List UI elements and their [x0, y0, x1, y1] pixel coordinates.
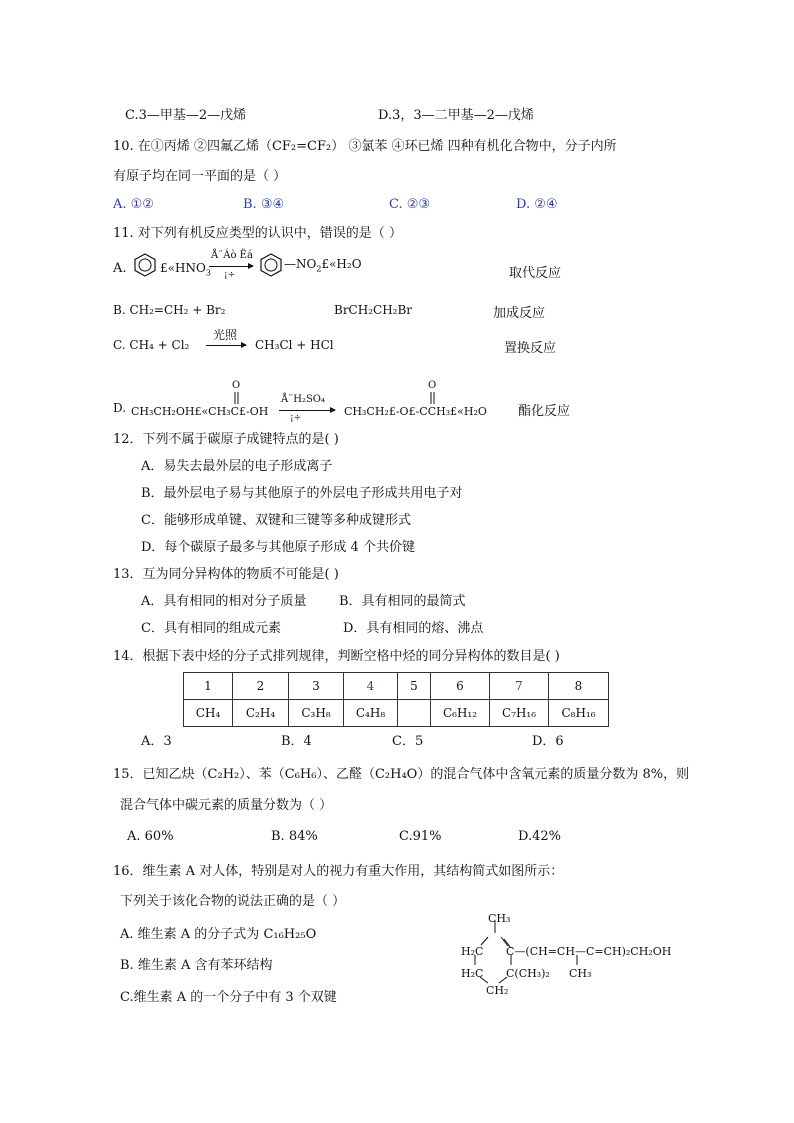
table-cell: 4 — [344, 673, 398, 700]
table-cell: 1 — [184, 673, 233, 700]
q16-struct-ch3-branch: CH₃ — [569, 967, 592, 980]
table-cell: 5 — [398, 673, 431, 700]
q10-stem-line1: 10. 在①丙烯 ②四氟乙烯（CF₂=CF₂） ③氯苯 ④环已烯 四种有机化合物中，分子内所 — [113, 139, 617, 154]
table-cell: 3 — [289, 673, 344, 700]
q14-option-b: B．4 — [281, 734, 312, 749]
table-cell: C₈H₁₆ — [549, 700, 609, 727]
q9-option-c: C.3—甲基—2—戊烯 — [125, 108, 247, 123]
q15-option-a: A. 60% — [127, 829, 174, 844]
q10-option-b: B. ③④ — [243, 197, 285, 212]
table-cell: 8 — [549, 673, 609, 700]
q16-option-c: C.维生素 A 的一个分子中有 3 个双键 — [120, 990, 337, 1005]
q15-option-b: B. 84% — [271, 829, 318, 844]
q16-option-b: B. 维生素 A 含有苯环结构 — [120, 958, 273, 973]
q13-option-a: A．具有相同的相对分子质量 — [141, 594, 307, 609]
q12-option-c: C．能够形成单键、双键和三键等多种成键形式 — [141, 513, 411, 528]
q14-option-d: D．6 — [532, 734, 564, 749]
table-cell: C₄H₈ — [344, 700, 398, 727]
q16-stem-line2: 下列关于该化合物的说法正确的是（ ） — [120, 894, 346, 909]
q16-option-a: A. 维生素 A 的分子式为 C₁₆H₂₅O — [120, 927, 317, 942]
q13-option-c: C．具有相同的组成元素 — [141, 621, 281, 636]
q11-a-reactant: $£«HNO_3$ — [160, 261, 211, 278]
q16-struct-ch2: CH₂ — [486, 984, 509, 997]
q12-option-a: A．易失去最外层的电子形成离子 — [141, 459, 333, 474]
q11-a-condition-bottom: ¡÷ — [224, 270, 236, 280]
q16-struct-chain: C—(CH=CH—C=CH)₂CH₂OH — [506, 945, 672, 958]
q11-c-arrow — [206, 345, 246, 346]
q13-stem: 13．互为同分异构体的物质不可能是( ) — [113, 567, 339, 582]
q11-a-arrow — [209, 266, 253, 267]
q14-option-c: C．5 — [392, 734, 424, 749]
q16-struct-ch3-top: CH₃ — [488, 912, 511, 925]
q11-c-type: 置换反应 — [504, 341, 557, 356]
q12-stem: 12．下列不属于碳原子成键特点的是( ) — [113, 432, 339, 447]
q15-stem-line2: 混合气体中碳元素的质量分数为（ ） — [120, 798, 333, 813]
table-cell: C₂H₄ — [233, 700, 289, 727]
q10-stem-line2: 有原子均在同一平面的是（ ） — [113, 169, 287, 184]
q10-option-d: D. ②④ — [516, 197, 558, 212]
q11-a-condition-top: Å¨Áò Ëá — [211, 250, 253, 261]
q16-struct-h2c-2: H₂C — [461, 967, 484, 980]
q11-a-type: 取代反应 — [509, 266, 562, 281]
table-cell: CH₄ — [184, 700, 233, 727]
nitrobenzene-ring-icon — [258, 252, 284, 278]
q9-option-d: D.3，3—二甲基—2—戊烯 — [378, 108, 534, 123]
table-cell: 7 — [490, 673, 549, 700]
table-cell: 6 — [431, 673, 490, 700]
benzene-ring-icon — [132, 252, 158, 278]
q11-b-type: 加成反应 — [493, 306, 546, 321]
q11-d-products: CH₃CH₂£-O£-CCH₃£«H₂O — [344, 405, 487, 418]
q15-option-d: D.42% — [518, 829, 561, 844]
q15-stem-line1: 15．已知乙炔（C₂H₂）、苯（C₆H₆）、乙醛（C₂H₄O）的混合气体中含氧元素的质量分数为 8%，则 — [113, 767, 690, 782]
table-cell: 2 — [233, 673, 289, 700]
q12-option-b: B．最外层电子易与其他原子的外层电子形成共用电子对 — [141, 486, 463, 501]
q13-option-b: B．具有相同的最简式 — [339, 594, 466, 609]
q11-d-double-bond-2 — [429, 392, 437, 404]
q13-option-d: D．具有相同的熔、沸点 — [343, 621, 484, 636]
q11-d-label: D. — [113, 401, 127, 415]
q11-a-label: A. — [113, 261, 127, 276]
q11-d-reactants: CH₃CH₂OH£«CH₃C£-OH — [131, 405, 269, 418]
q14-hydrocarbon-table — [183, 672, 609, 727]
q10-option-c: C. ②③ — [389, 197, 431, 212]
table-cell — [398, 700, 431, 727]
q11-stem: 11. 对下列有机反应类型的认识中，错误的是（ ） — [113, 226, 402, 241]
q10-option-a: A. ①② — [113, 197, 154, 212]
q11-d-condition-top: Å¨H₂SO₄ — [281, 394, 326, 405]
q11-b-equation: B. CH₂=CH₂ + Br₂ — [113, 303, 226, 317]
q11-d-type: 酯化反应 — [518, 404, 571, 419]
q11-c-condition: 光照 — [213, 328, 238, 342]
table-row — [184, 700, 609, 727]
q16-struct-h2c-1: H₂C — [461, 945, 484, 958]
q11-d-condition-bottom: ¡÷ — [290, 413, 302, 423]
q11-d-oxygen-2: O — [428, 380, 437, 391]
q11-a-product: $—NO_2£«H_2O$ — [284, 257, 362, 274]
q11-c-equation-left: C. CH₄ + Cl₂ — [113, 338, 190, 352]
q16-stem-line1: 16．维生素 A 对人体，特别是对人的视力有重大作用，其结构简式如图所示： — [113, 864, 564, 879]
q11-b-product: BrCH₂CH₂Br — [334, 303, 413, 317]
table-cell: C₆H₁₂ — [431, 700, 490, 727]
q16-struct-c-ch3-2: C(CH₃)₂ — [506, 967, 550, 980]
q15-option-c: C.91% — [399, 829, 442, 844]
q11-d-oxygen-1: O — [232, 380, 241, 391]
q14-stem: 14．根据下表中烃的分子式排列规律，判断空格中烃的同分异构体的数目是( ) — [113, 649, 560, 664]
q14-option-a: A．3 — [141, 734, 172, 749]
table-cell: C₃H₈ — [289, 700, 344, 727]
q12-option-d: D．每个碳原子最多与其他原子形成 4 个共价键 — [141, 540, 415, 555]
q11-d-double-bond-1 — [233, 392, 241, 404]
q11-d-arrow — [279, 410, 335, 411]
table-row — [184, 673, 609, 700]
table-cell: C₇H₁₆ — [490, 700, 549, 727]
q11-c-equation-right: CH₃Cl + HCl — [255, 338, 334, 352]
